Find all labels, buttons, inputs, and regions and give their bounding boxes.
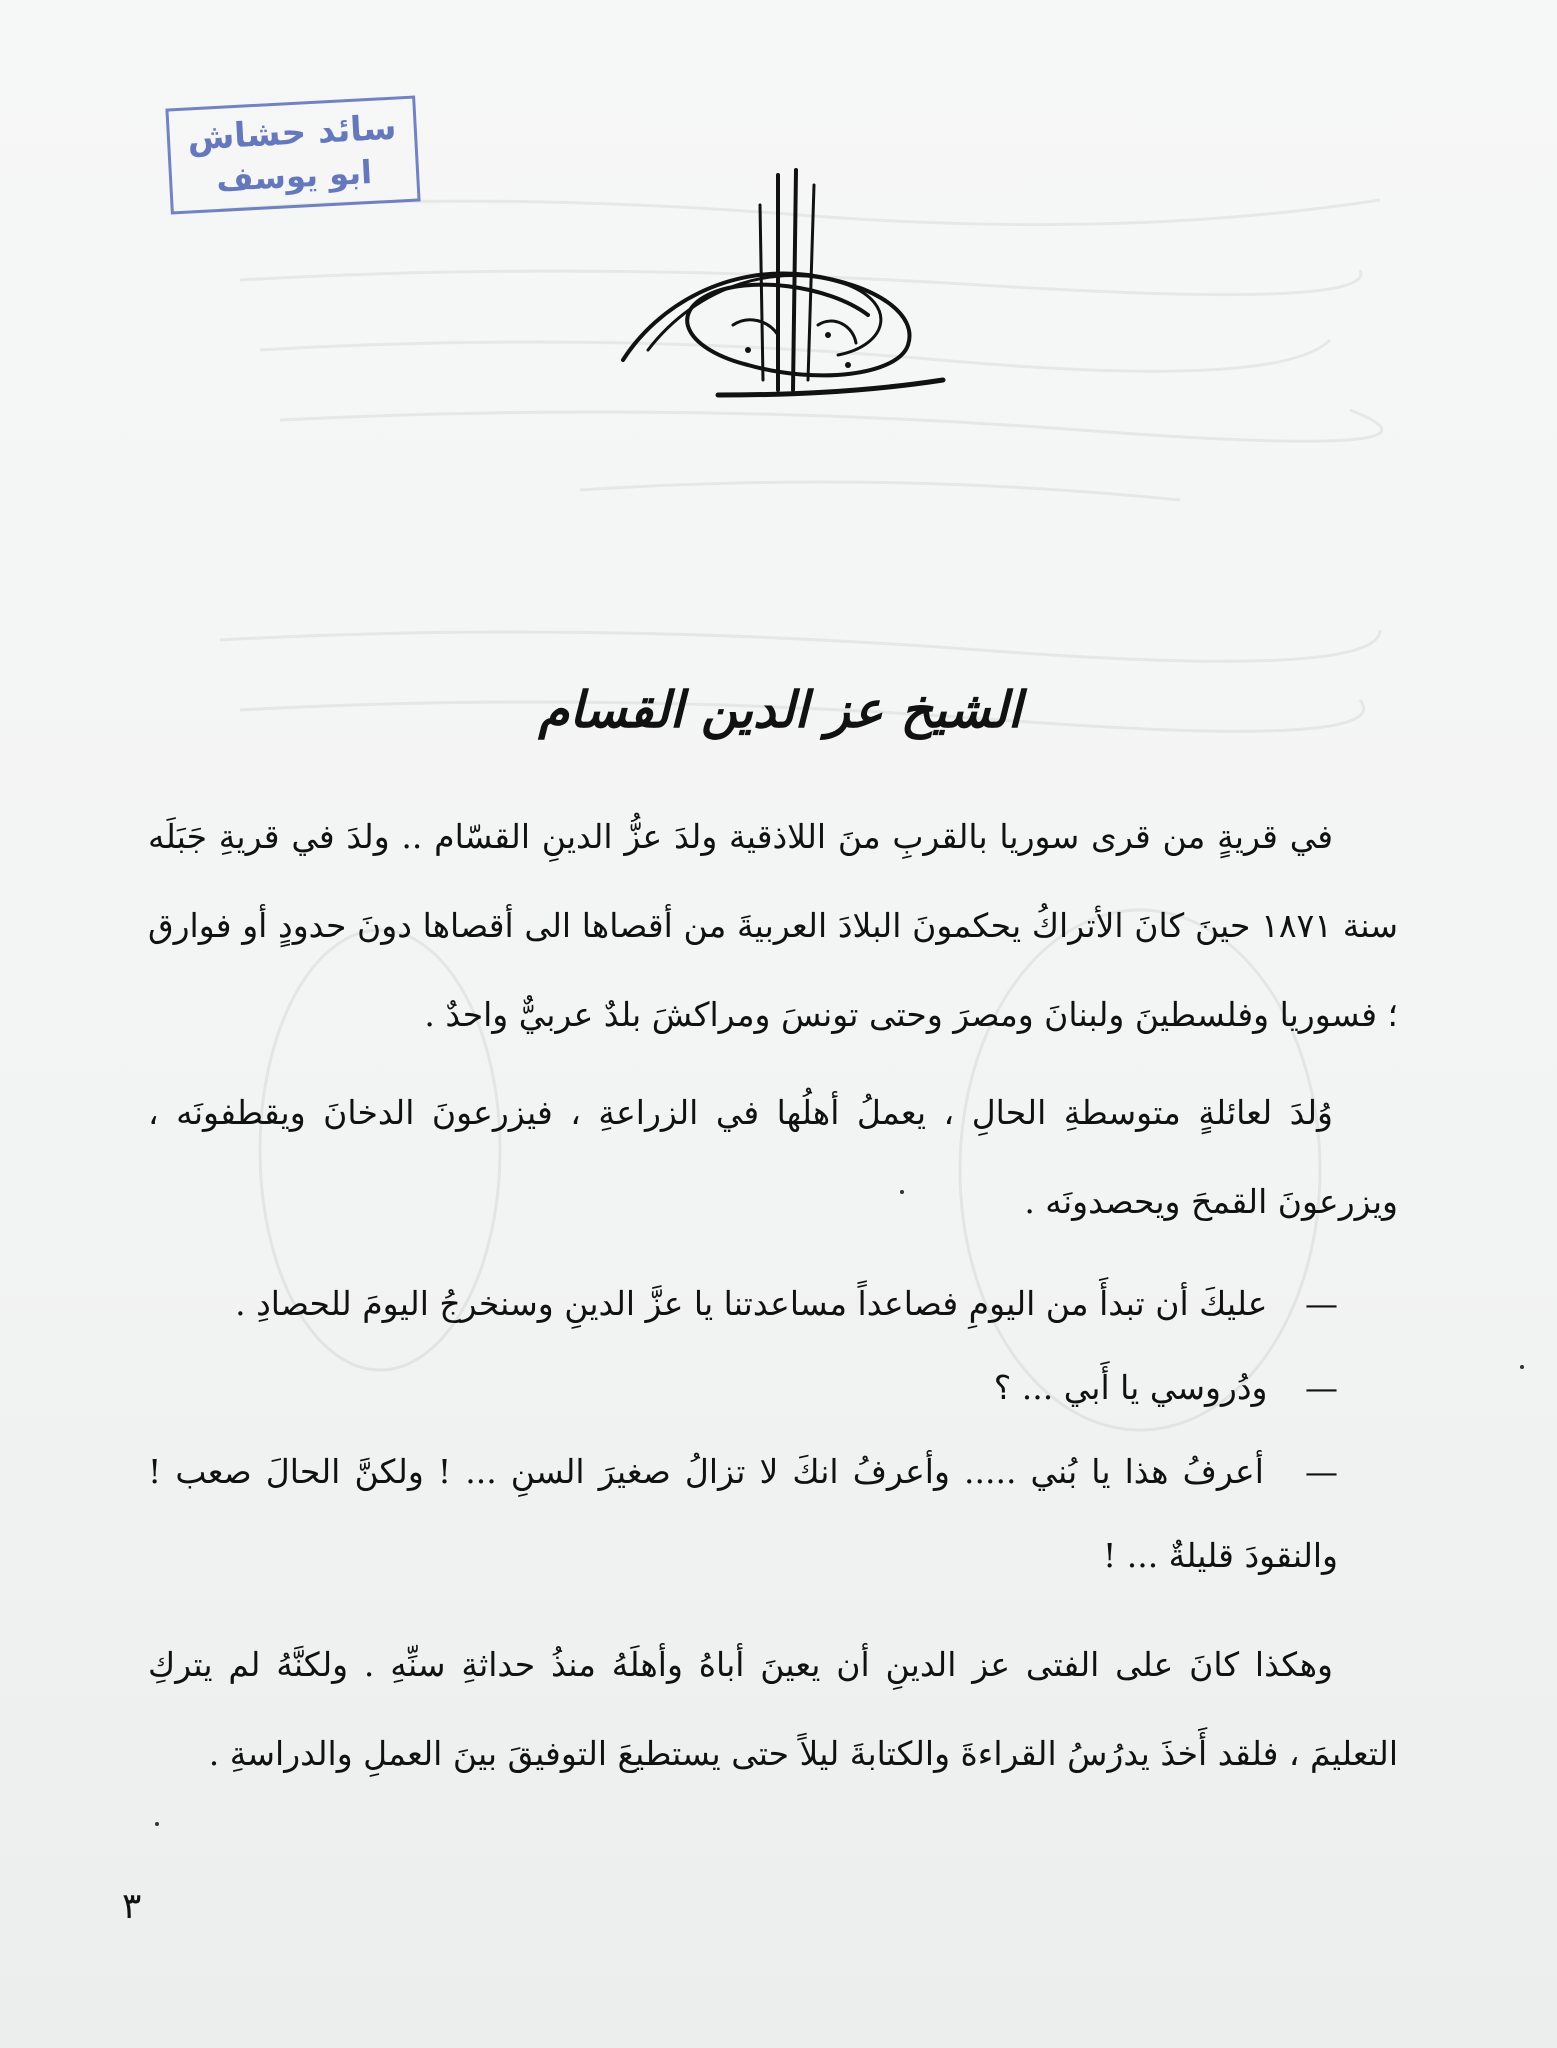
dialogue-line xyxy=(148,1262,1338,1346)
dialogue-text: ودُروسي يا أَبي ... ؟ xyxy=(993,1368,1268,1407)
paragraph-closing: وهكذا كانَ على الفتى عز الدينِ أن يعينَ أباهُ وأهلَهُ منذُ حداثةِ سنِّهِ . ولكنَّهُ لم يتركِ التعليمَ ، فلقد أَخذَ يدرُسُ القراءةَ والكتابةَ ليلاً حتى يستطيعَ التوفيقَ بينَ العملِ والدراسةِ . xyxy=(148,1645,1398,1773)
dialogue-dash: — xyxy=(1305,1368,1338,1407)
paragraph-family: وُلدَ لعائلةٍ متوسطةِ الحالِ ، يعملُ أهلُها في الزراعةِ ، فيزرعونَ الدخانَ ويقطفونَه ، ويزرعونَ القمحَ ويحصدونَه . xyxy=(148,1093,1398,1221)
owner-stamp xyxy=(165,96,420,215)
dust-speck xyxy=(1520,1365,1524,1369)
dialogue-text: عليكَ أن تبدأَ من اليومِ فصاعداً مساعدتنا يا عزَّ الدينِ وسنخرجُ اليومَ للحصادِ . xyxy=(235,1284,1268,1323)
dialogue-dash: — xyxy=(1305,1284,1338,1323)
dialogue-line xyxy=(148,1346,1338,1430)
dialogue-dash: — xyxy=(1305,1452,1338,1491)
page-title: الشيخ عز الدين القسام xyxy=(538,680,1022,739)
page-number: ٣ xyxy=(122,1886,142,1927)
dust-speck xyxy=(900,1190,904,1194)
dialogue-text: أعرفُ هذا يا بُني ..... وأعرفُ انكَ لا تزالُ صغيرَ السنِ ... ! ولكنَّ الحالَ صعب ! والنقودَ قليلةٌ ... ! xyxy=(148,1452,1338,1575)
stamp-line-1: سائد حشاش xyxy=(186,107,398,159)
basmala-tughra-icon xyxy=(618,165,948,405)
dialogue-line xyxy=(148,1430,1338,1598)
dust-speck xyxy=(155,1822,159,1826)
paragraph-intro: في قريةٍ من قرى سوريا بالقربِ منَ اللاذقية ولدَ عزُّ الدينِ القسّام .. ولدَ في قريةِ جَبَلَه سنة ١٨٧١ حينَ كانَ الأتراكُ يحكمونَ البلادَ العربيةَ من أقصاها الى أقصاها دونَ حدودٍ أو فوارق ؛ فسوريا وفلسطينَ ولبنانَ ومصرَ وحتى تونسَ ومراكشَ بلدٌ عربيٌّ واحدٌ . xyxy=(148,817,1398,1034)
stamp-line-2: ابو يوسف xyxy=(215,152,373,200)
